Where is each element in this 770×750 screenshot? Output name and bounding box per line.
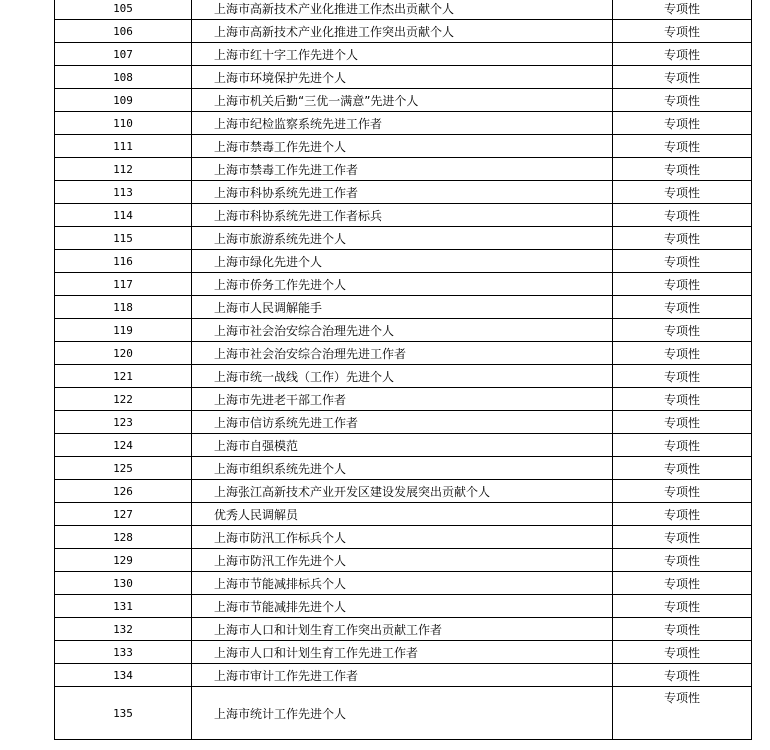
row-number-cell: 112 [55,158,192,181]
category-cell: 专项性 [613,89,752,112]
table-row [55,20,752,43]
category-cell: 专项性 [613,526,752,549]
table-row [55,66,752,89]
category-cell: 专项性 [613,250,752,273]
category-cell: 专项性 [613,0,752,20]
table-row [55,595,752,618]
row-number-cell: 129 [55,549,192,572]
category-cell: 专项性 [613,112,752,135]
award-name-cell: 上海市人口和计划生育工作突出贡献工作者 [192,618,613,641]
award-name-cell: 上海市侨务工作先进个人 [192,273,613,296]
award-name-cell: 优秀人民调解员 [192,503,613,526]
category-cell: 专项性 [613,687,752,740]
row-number-cell: 108 [55,66,192,89]
row-number-cell: 109 [55,89,192,112]
table-row [55,388,752,411]
table-row [55,135,752,158]
row-number-cell: 113 [55,181,192,204]
award-name-cell: 上海市组织系统先进个人 [192,457,613,480]
category-cell: 专项性 [613,204,752,227]
row-number-cell: 131 [55,595,192,618]
table-row [55,641,752,664]
row-number-cell: 106 [55,20,192,43]
category-cell: 专项性 [613,20,752,43]
row-number-cell: 105 [55,0,192,20]
row-number-cell: 114 [55,204,192,227]
award-name-cell: 上海市社会治安综合治理先进个人 [192,319,613,342]
category-cell: 专项性 [613,388,752,411]
category-cell: 专项性 [613,43,752,66]
table-row [55,365,752,388]
table-row [55,572,752,595]
category-cell: 专项性 [613,411,752,434]
award-name-cell: 上海市社会治安综合治理先进工作者 [192,342,613,365]
category-cell: 专项性 [613,434,752,457]
award-name-cell: 上海市审计工作先进工作者 [192,664,613,687]
award-name-cell: 上海市环境保护先进个人 [192,66,613,89]
table-row [55,434,752,457]
category-cell: 专项性 [613,227,752,250]
award-name-cell: 上海市人民调解能手 [192,296,613,319]
category-cell: 专项性 [613,181,752,204]
table-row [55,687,752,740]
table-row [55,342,752,365]
table-row [55,319,752,342]
category-cell: 专项性 [613,158,752,181]
award-name-cell: 上海市先进老干部工作者 [192,388,613,411]
category-cell: 专项性 [613,342,752,365]
award-name-cell: 上海市高新技术产业化推进工作杰出贡献个人 [192,0,613,20]
table-row [55,503,752,526]
award-name-cell: 上海市旅游系统先进个人 [192,227,613,250]
table-row [55,664,752,687]
table-row [55,250,752,273]
row-number-cell: 120 [55,342,192,365]
category-cell: 专项性 [613,273,752,296]
row-number-cell: 132 [55,618,192,641]
category-cell: 专项性 [613,618,752,641]
award-name-cell: 上海市绿化先进个人 [192,250,613,273]
table-row [55,273,752,296]
row-number-cell: 121 [55,365,192,388]
row-number-cell: 124 [55,434,192,457]
category-cell: 专项性 [613,296,752,319]
award-name-cell: 上海市高新技术产业化推进工作突出贡献个人 [192,20,613,43]
row-number-cell: 133 [55,641,192,664]
category-cell: 专项性 [613,319,752,342]
award-name-cell: 上海市禁毒工作先进工作者 [192,158,613,181]
award-table-body [55,0,752,740]
table-row [55,158,752,181]
category-cell: 专项性 [613,595,752,618]
award-name-cell: 上海市防汛工作标兵个人 [192,526,613,549]
table-row [55,227,752,250]
table-row [55,526,752,549]
row-number-cell: 123 [55,411,192,434]
row-number-cell: 116 [55,250,192,273]
award-name-cell: 上海市节能减排标兵个人 [192,572,613,595]
table-row [55,618,752,641]
category-cell: 专项性 [613,480,752,503]
award-name-cell: 上海市信访系统先进工作者 [192,411,613,434]
award-name-cell: 上海市统一战线（工作）先进个人 [192,365,613,388]
category-cell: 专项性 [613,365,752,388]
category-cell: 专项性 [613,641,752,664]
table-row [55,457,752,480]
row-number-cell: 111 [55,135,192,158]
table-row [55,0,752,20]
award-name-cell: 上海市纪检监察系统先进工作者 [192,112,613,135]
row-number-cell: 118 [55,296,192,319]
award-name-cell: 上海张江高新技术产业开发区建设发展突出贡献个人 [192,480,613,503]
table-row [55,112,752,135]
row-number-cell: 110 [55,112,192,135]
row-number-cell: 126 [55,480,192,503]
award-name-cell: 上海市机关后勤“三优一满意”先进个人 [192,89,613,112]
row-number-cell: 135 [55,687,192,740]
table-row [55,296,752,319]
table-row [55,43,752,66]
row-number-cell: 128 [55,526,192,549]
award-name-cell: 上海市禁毒工作先进个人 [192,135,613,158]
category-cell: 专项性 [613,135,752,158]
category-cell: 专项性 [613,549,752,572]
category-cell: 专项性 [613,503,752,526]
row-number-cell: 107 [55,43,192,66]
category-cell: 专项性 [613,664,752,687]
table-row [55,89,752,112]
row-number-cell: 127 [55,503,192,526]
category-cell: 专项性 [613,457,752,480]
table-row [55,549,752,572]
row-number-cell: 122 [55,388,192,411]
award-name-cell: 上海市统计工作先进个人 [192,687,613,740]
award-name-cell: 上海市节能减排先进个人 [192,595,613,618]
award-name-cell: 上海市红十字工作先进个人 [192,43,613,66]
table-row [55,204,752,227]
row-number-cell: 117 [55,273,192,296]
category-cell: 专项性 [613,66,752,89]
row-number-cell: 130 [55,572,192,595]
table-row [55,411,752,434]
award-table [54,0,752,740]
award-name-cell: 上海市自强模范 [192,434,613,457]
award-name-cell: 上海市人口和计划生育工作先进工作者 [192,641,613,664]
row-number-cell: 134 [55,664,192,687]
row-number-cell: 125 [55,457,192,480]
row-number-cell: 115 [55,227,192,250]
award-name-cell: 上海市防汛工作先进个人 [192,549,613,572]
table-row [55,181,752,204]
table-row [55,480,752,503]
row-number-cell: 119 [55,319,192,342]
award-name-cell: 上海市科协系统先进工作者标兵 [192,204,613,227]
category-cell: 专项性 [613,572,752,595]
award-name-cell: 上海市科协系统先进工作者 [192,181,613,204]
